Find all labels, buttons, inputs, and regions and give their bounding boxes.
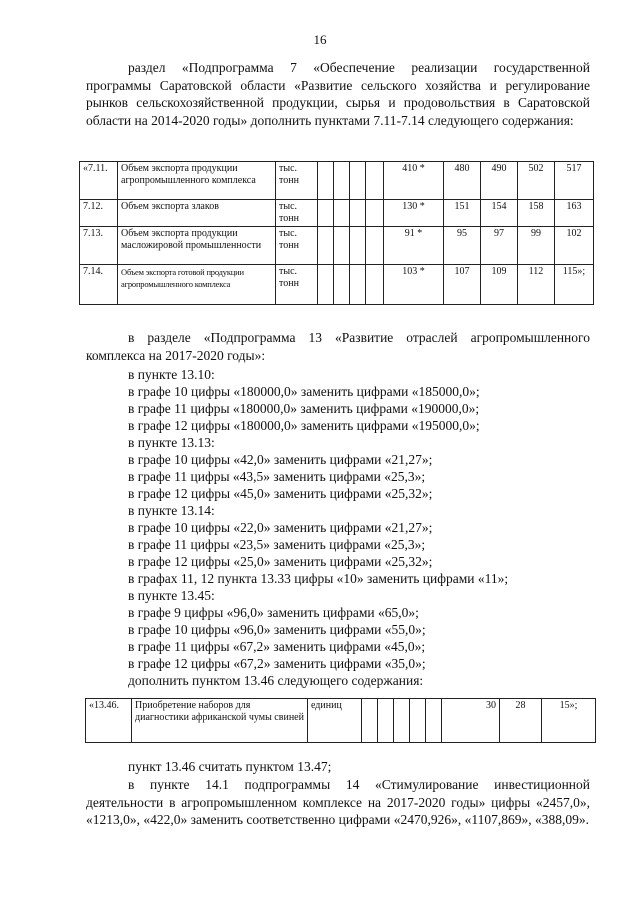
empty-cell — [426, 699, 442, 743]
amendment-line: в графе 11 цифры «180000,0» заменить цифрами «190000,0»; — [128, 401, 480, 416]
row-code: 7.13. — [80, 227, 118, 265]
empty-cell — [334, 162, 350, 200]
row-code: 7.14. — [80, 265, 118, 305]
empty-cell — [318, 265, 334, 305]
row-value: 103 * — [384, 265, 444, 305]
empty-cell — [394, 699, 410, 743]
amendment-line: в графе 12 цифры «25,0» заменить цифрами «25,32»; — [128, 554, 433, 569]
item-13-46-table — [85, 698, 596, 743]
row-name: Объем экспорта злаков — [118, 200, 276, 227]
empty-cell — [318, 162, 334, 200]
amendment-line: в графе 12 цифры «67,2» заменить цифрами «35,0»; — [128, 656, 426, 671]
row-name: Объем экспорта продукции масложировой промышленности — [118, 227, 276, 265]
outro-line: пункт 13.46 считать пунктом 13.47; — [128, 759, 332, 774]
row-value: 410 * — [384, 162, 444, 200]
row-value: 480 — [444, 162, 481, 200]
amendment-line: в графе 11 цифры «67,2» заменить цифрами «45,0»; — [128, 639, 426, 654]
row-code: «7.11. — [80, 162, 118, 200]
row-code: «13.46. — [86, 699, 132, 743]
amendment-line: в графе 11 цифры «23,5» заменить цифрами «25,3»; — [128, 537, 426, 552]
row-value: 517 — [555, 162, 594, 200]
amendment-line: в графе 11 цифры «43,5» заменить цифрами «25,3»; — [128, 469, 426, 484]
amendment-line: в графах 11, 12 пункта 13.33 цифры «10» заменить цифрами «11»; — [128, 571, 509, 586]
indicators-table — [79, 161, 594, 305]
row-value: 95 — [444, 227, 481, 265]
row-value: 115»; — [555, 265, 594, 305]
amendment-line: в графе 12 цифры «180000,0» заменить цифрами «195000,0»; — [128, 418, 480, 433]
row-unit: единиц — [308, 699, 362, 743]
row-name: Объем экспорта продукции агропромышленного комплекса — [118, 162, 276, 200]
intro-paragraph: раздел «Подпрограмма 7 «Обеспечение реализации государственной программы Саратовской области «Развитие сельского хозяйства и регулирование рынков сельскохозяйственной продукции, сырья и продовольствия в Саратовской области на 2014-2020 годы» дополнить пунктами 7.11-7.14 следующего содержания: — [86, 60, 590, 128]
table-row — [80, 200, 594, 227]
empty-cell — [350, 162, 366, 200]
empty-cell — [318, 200, 334, 227]
row-value: 99 — [518, 227, 555, 265]
table-row — [80, 227, 594, 265]
amendment-line: в графе 10 цифры «42,0» заменить цифрами «21,27»; — [128, 452, 433, 467]
page-number: 16 — [313, 32, 327, 47]
empty-cell — [378, 699, 394, 743]
row-value: 490 — [481, 162, 518, 200]
row-unit: тыс. тонн — [276, 227, 318, 265]
amendment-line: в графе 10 цифры «22,0» заменить цифрами «21,27»; — [128, 520, 433, 535]
row-value: 107 — [444, 265, 481, 305]
row-unit: тыс. тонн — [276, 200, 318, 227]
empty-cell — [350, 265, 366, 305]
empty-cell — [318, 227, 334, 265]
row-unit: тыс. тонн — [276, 162, 318, 200]
row-unit: тыс. тонн — [276, 265, 318, 305]
amendment-line: в графе 10 цифры «96,0» заменить цифрами «55,0»; — [128, 622, 426, 637]
row-value: 154 — [481, 200, 518, 227]
empty-cell — [362, 699, 378, 743]
empty-cell — [366, 265, 384, 305]
row-name: Объем экспорта готовой продукции агропромышленного комплекса — [118, 265, 276, 305]
empty-cell — [366, 162, 384, 200]
row-name: Приобретение наборов для диагностики африканской чумы свиней — [132, 699, 308, 743]
empty-cell — [334, 200, 350, 227]
row-value: 102 — [555, 227, 594, 265]
row-value: 28 — [500, 699, 542, 743]
row-value: 91 * — [384, 227, 444, 265]
amendment-line: в графе 9 цифры «96,0» заменить цифрами «65,0»; — [128, 605, 419, 620]
section-13-paragraph: в разделе «Подпрограмма 13 «Развитие отраслей агропромышленного комплекса на 2017-2020 годы»: — [86, 330, 590, 363]
empty-cell — [366, 227, 384, 265]
amendment-line: в графе 10 цифры «180000,0» заменить цифрами «185000,0»; — [128, 384, 480, 399]
empty-cell — [410, 699, 426, 743]
row-value: 30 — [442, 699, 500, 743]
row-code: 7.12. — [80, 200, 118, 227]
row-value: 130 * — [384, 200, 444, 227]
row-value: 112 — [518, 265, 555, 305]
row-value: 158 — [518, 200, 555, 227]
empty-cell — [334, 265, 350, 305]
row-value: 163 — [555, 200, 594, 227]
section-14-paragraph: в пункте 14.1 подпрограммы 14 «Стимулирование инвестиционной деятельности в агропромышленном комплексе на 2017-2020 годы» цифры «2457,0», «1213,0», «422,0» заменить соответственно цифрами «2470,926», «1107,869», «388,09». — [86, 777, 590, 827]
table-row — [80, 162, 594, 200]
amendment-line: в пункте 13.10: — [128, 367, 215, 382]
row-value: 109 — [481, 265, 518, 305]
row-value: 151 — [444, 200, 481, 227]
row-value: 97 — [481, 227, 518, 265]
table-row — [80, 265, 594, 305]
row-value: 502 — [518, 162, 555, 200]
amendment-line: в пункте 13.14: — [128, 503, 215, 518]
row-value: 15»; — [542, 699, 596, 743]
empty-cell — [334, 227, 350, 265]
amendment-line: в графе 12 цифры «45,0» заменить цифрами «25,32»; — [128, 486, 433, 501]
empty-cell — [366, 200, 384, 227]
amendment-line: в пункте 13.13: — [128, 435, 215, 450]
empty-cell — [350, 200, 366, 227]
empty-cell — [350, 227, 366, 265]
amendment-line: дополнить пунктом 13.46 следующего содержания: — [128, 673, 424, 688]
amendment-line: в пункте 13.45: — [128, 588, 215, 603]
table-row — [86, 699, 596, 743]
